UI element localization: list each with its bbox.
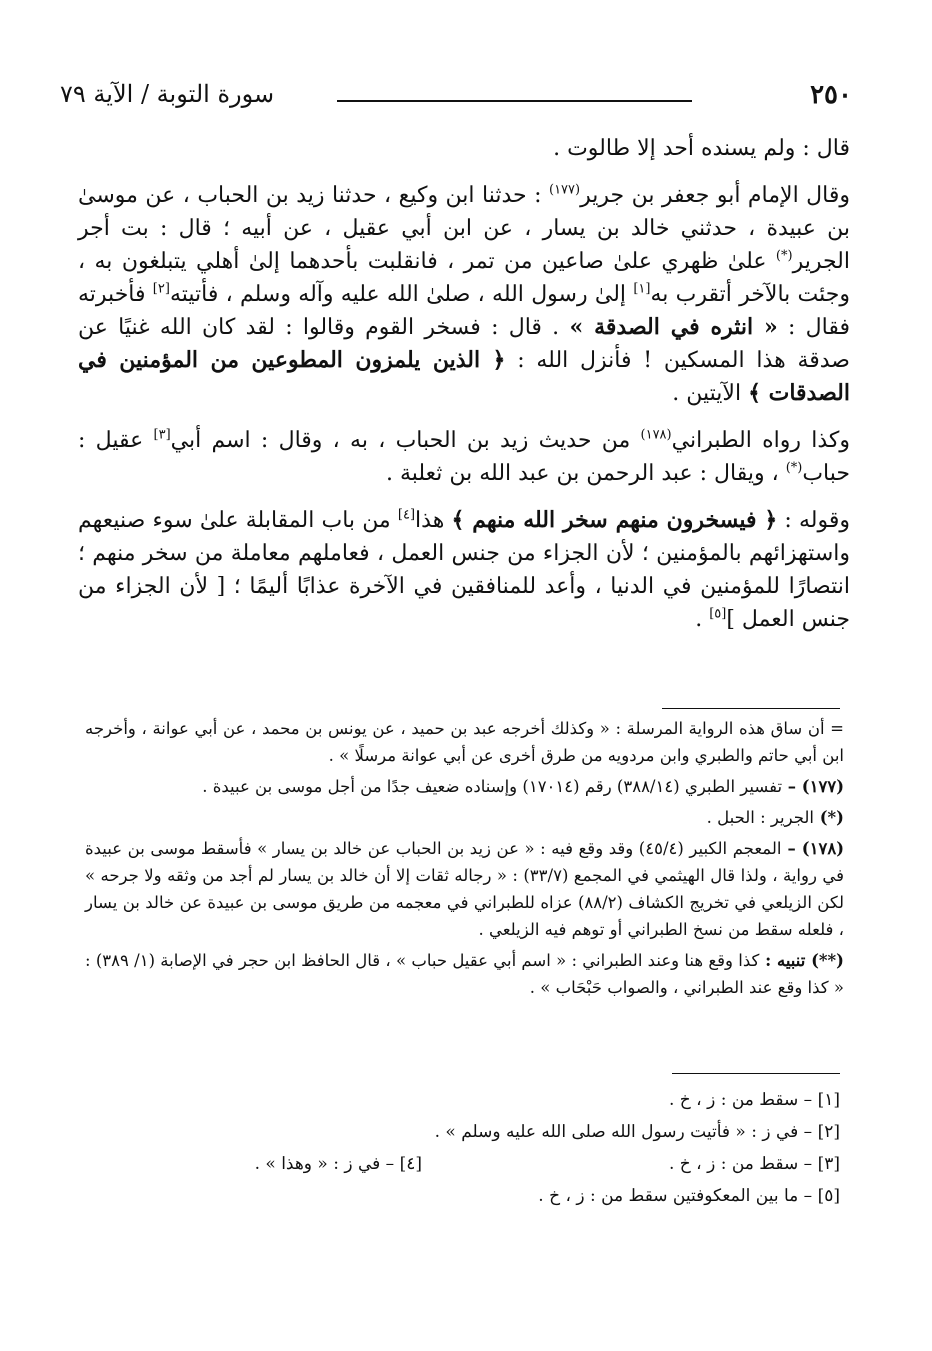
p2-text-c: علىٰ ظهري علىٰ صاعين من تمر ، فانقلبت بأحدهما إلىٰ أهلي يتبلغون به ، وجئت بالآخر أتقرب به [78,249,851,307]
variant-label: [٢] – [798,1122,840,1142]
variant-text: سقط من : ز ، خ . [669,1090,799,1110]
variant-label: [٥] – [798,1186,840,1206]
variant-4 [255,1148,422,1180]
manuscript-variants [85,1084,840,1212]
header-rule [337,100,692,102]
variant-text: في ز : « وهذا » . [254,1154,381,1174]
paragraph-1 [78,132,850,165]
footnote-label: (١٧٨) – [781,839,844,858]
variant-row-3-4 [85,1148,840,1180]
paragraph-1-text: قال : ولم يسنده أحد إلا طالوت . [553,136,850,161]
variant-text: في ز : « فأتيت رسول الله صلى الله عليه وسلم » . [434,1122,799,1142]
footnote-label: (*) [814,808,844,827]
variant-ref-3: [٣] [153,427,171,443]
p4-text-d: . [695,607,710,632]
p3-text-d: ، ويقال : عبد الرحمن بن عبد الله بن ثعلبة . [385,461,786,486]
p2-text-b: : حدثنا ابن وكيع ، حدثنا زيد بن الحباب ، عن موسىٰ بن عبيدة ، حدثني خالد بن يسار ، عن ابن أبي عقيل ، عن أبيه ؛ قال : بت أجر الجرير [78,183,850,274]
p2-text-g: الآيتين . [672,381,749,406]
paragraph-3 [78,424,850,490]
variant-2 [85,1116,840,1148]
variant-5 [85,1180,840,1212]
footnote-ref-177: (١٧٧) [548,182,581,198]
variant-ref-2: [٢] [152,281,170,297]
variant-label: [١] – [798,1090,840,1110]
variant-label: [٤] – [380,1154,422,1174]
variant-3 [669,1154,840,1174]
page-header [60,80,852,120]
footnote-divider [662,708,840,709]
p2-text-a: وقال الإمام أبو جعفر بن جرير [580,183,851,208]
variant-label: [٣] – [798,1154,840,1174]
p4-text-b: هذا [415,508,452,533]
hadith-quote: « انثره في الصدقة » [569,314,778,340]
footnote-note [85,947,844,1001]
footnote-text: الجرير : الحبل . [706,808,814,827]
p3-text-c: عقيل : حباب [78,428,850,486]
variant-ref-4: [٤] [397,507,416,523]
page-number: ٢٥٠ [810,80,852,110]
footnote-177 [85,773,844,800]
footnote-text: تفسير الطبري (٣٨٨/١٤) رقم (١٧٠١٤) وإسناده ضعيف جدًا من أجل موسى بن عبيدة . [202,777,783,796]
variant-ref-5: [٥] [709,606,727,622]
footnote-label: (١٧٧) – [782,777,844,796]
footnote-text: المعجم الكبير (٤٥/٤) وقد وقع فيه : « عن زيد بن الحباب عن خالد بن يسار » فأسقط موسى بن عبيدة في رواية ، ولذا قال الهيثمي في المجمع (٣٣/٧) : « رجاله ثقات إلا أن خالد بن يسار لم أجد من وثقه ولا جرحه » لكن الزيلعي في تخريج الكشاف (٨٨/٢) عزاه للطبراني في معجمه من طريق موسى بن عبيدة عن خالد بن يسار ، فلعله سقط من نسخ الطبراني أو توهم فيه الزيلعي . [85,839,845,939]
footnote-ref-star: (*) [775,248,793,264]
running-title: سورة التوبة / الآية ٧٩ [60,80,275,108]
footnotes [85,715,844,1005]
p4-text-c: من باب المقابلة علىٰ سوء صنيعهم واستهزائهم بالمؤمنين ؛ لأن الجزاء من جنس العمل ، فعاملهم معاملة من سخر منهم ؛ انتصارًا للمؤمنين في الدنيا ، وأعد للمنافقين في الآخرة عذابًا أليمًا ؛ [ لأن الجزاء من جنس العمل ] [78,508,850,632]
footnote-continuation [85,715,844,769]
footnote-178 [85,835,844,943]
footnote-text: = أن ساق هذه الرواية المرسلة : « وكذلك أخرجه عبد بن حميد ، عن يونس بن محمد ، عن أبي عوانة ، وأخرجه ابن أبي حاتم والطبري وابن مردويه من طرق أخرى عن أبي عوانة مرسلًا » . [85,719,844,765]
variant-1 [85,1084,840,1116]
footnote-ref-178: (١٧٨) [640,427,672,443]
variant-ref-1: [١] [633,281,651,297]
quran-verse-quote-2: ﴿ فيسخرون منهم سخر الله منهم ﴾ [451,507,778,533]
p3-text-b: من حديث زيد بن الحباب ، به ، وقال : اسم أبي [170,428,641,453]
variants-divider [672,1073,840,1074]
footnote-text: كذا وقع هنا وعند الطبراني : « اسم أبي عقيل حباب » ، قال الحافظ ابن حجر في الإصابة (١/ ٣٨٩) : « كذا وقع عند الطبراني ، والصواب حَبْحَاب » . [85,951,844,997]
p2-text-f: . قال : فسخر القوم وقالوا : لقد كان الله غنيًا عن صدقة هذا المسكين ! فأنزل الله : [78,315,850,373]
p2-text-e: فأخبرته فقال : [78,282,850,340]
quran-verse-quote: ﴿ الذين يلمزون المطوعين من المؤمنين في الصدقات ﴾ [78,347,850,406]
paragraph-4 [78,504,850,636]
p3-text-a: وكذا رواه الطبراني [671,428,850,453]
variant-text: سقط من : ز ، خ . [669,1154,799,1174]
paragraph-2 [78,179,850,410]
p4-text-a: وقوله : [777,508,850,533]
footnote-ref-double-star: (*) [785,460,803,476]
main-text [78,132,850,650]
footnote-star [85,804,844,831]
variant-text: ما بين المعكوفتين سقط من : ز ، خ . [538,1186,799,1206]
p2-text-d: إلىٰ رسول الله ، صلىٰ الله عليه وآله وسلم ، فأتيته [169,282,634,307]
footnote-label: (**) تنبيه : [759,951,844,970]
